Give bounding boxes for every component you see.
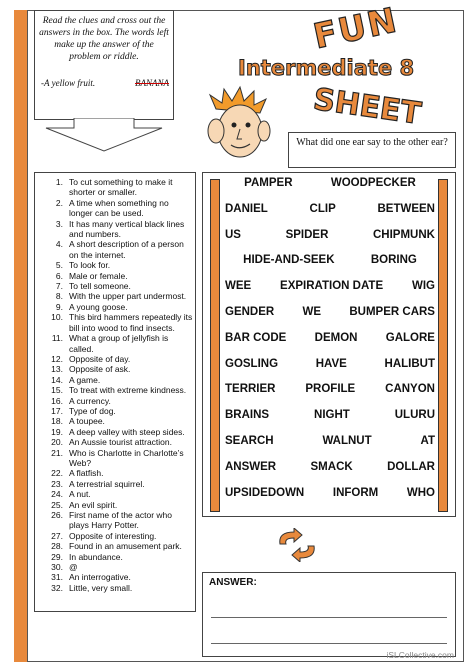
clue-number: 26. [51, 510, 63, 520]
clue-text: To tell someone. [69, 281, 131, 292]
clue-item [39, 479, 193, 489]
clue-item [39, 552, 193, 562]
word-item[interactable]: BETWEEN [377, 202, 435, 215]
clue-item [39, 302, 193, 312]
left-decorative-bar [14, 10, 28, 662]
word-item[interactable]: PROFILE [305, 383, 356, 396]
clue-item [39, 177, 193, 198]
clue-text: To look for. [69, 260, 111, 271]
right-orange-pillar [438, 179, 448, 512]
clue-text: With the upper part undermost. [69, 291, 187, 302]
clue-text: Opposite of interesting. [69, 530, 157, 541]
word-item[interactable]: CLIP [309, 202, 336, 215]
word-item[interactable]: GOSLING [225, 357, 279, 370]
word-item[interactable]: US [225, 228, 241, 241]
word-item[interactable]: UPSIDEDOWN [225, 486, 305, 499]
word-item[interactable]: HAVE [315, 357, 347, 370]
word-item[interactable]: BAR CODE [225, 331, 287, 344]
clue-item [39, 312, 193, 333]
watermark: iSLCollective.com [386, 650, 454, 660]
clue-text: It has many vertical black lines and numbers. [69, 218, 185, 240]
answer-line[interactable] [211, 643, 447, 644]
word-item[interactable]: CHIPMUNK [373, 228, 435, 241]
clue-item [39, 583, 193, 593]
word-item[interactable]: ULURU [394, 409, 435, 422]
clue-number: 1. [55, 177, 63, 187]
word-row [225, 358, 435, 370]
clue-item [39, 239, 193, 260]
clue-number: 6. [55, 270, 63, 281]
clue-text: This bird hammers repeatedly its bill into wood to find insects. [69, 312, 193, 333]
clue-item [39, 198, 193, 219]
clue-text: A deep valley with steep sides. [69, 426, 185, 437]
clue-text: To cut something to make it shorter or smaller. [69, 177, 173, 198]
clue-number: 2. [55, 197, 63, 208]
word-item[interactable]: ANSWER [225, 460, 277, 473]
title-intermediate: Intermediate 8 [238, 56, 415, 80]
clue-text: Opposite of ask. [69, 364, 131, 375]
clue-text: Opposite of day. [69, 353, 131, 364]
answer-box [202, 572, 456, 657]
word-row [225, 487, 435, 499]
clue-text: A toupee. [69, 416, 105, 427]
clues-list [35, 173, 195, 593]
clue-text: Who is Charlotte in Charlotte’s Web? [69, 447, 184, 468]
clue-text: A nut. [69, 489, 91, 500]
example-clue: -A yellow fruit. [41, 78, 96, 88]
clue-text: Male or female. [69, 270, 128, 281]
clue-text: A young goose. [69, 301, 128, 312]
word-item[interactable]: GALORE [385, 331, 435, 344]
clue-text: In abundance. [69, 551, 123, 562]
clue-item [39, 219, 193, 240]
clue-number: 17. [51, 405, 63, 416]
title-fun: FUN [310, 0, 402, 58]
word-row [225, 203, 435, 215]
clue-number: 31. [51, 572, 63, 583]
word-search-box [202, 172, 456, 517]
word-item[interactable]: WHO [406, 486, 435, 499]
clue-item [39, 333, 193, 354]
clue-number: 12. [51, 353, 63, 364]
clue-number: 16. [51, 395, 63, 406]
clue-number: 10. [51, 312, 63, 323]
clue-item [39, 416, 193, 426]
word-item[interactable]: INFORM [332, 486, 379, 499]
word-row [225, 461, 435, 473]
clue-number: 24. [51, 489, 63, 500]
word-item[interactable]: SMACK [310, 460, 353, 473]
word-item[interactable]: WOODPECKER [330, 177, 416, 189]
clue-text: To treat with extreme kindness. [69, 385, 187, 396]
word-item[interactable]: DEMON [314, 331, 358, 344]
clue-text: Type of dog. [69, 405, 116, 416]
word-item[interactable]: EXPIRATION DATE [280, 280, 384, 293]
word-item[interactable]: SEARCH [225, 435, 274, 447]
word-item[interactable]: GENDER [225, 306, 275, 318]
word-row [225, 280, 435, 292]
word-row [225, 177, 435, 189]
clue-text: First name of the actor who plays Harry Potter. [69, 510, 172, 531]
clue-text: A time when something no longer can be used. [69, 197, 169, 219]
clue-item [39, 541, 193, 551]
clue-number: 8. [55, 291, 63, 302]
clue-number: 14. [51, 374, 63, 385]
answer-label: ANSWER: [209, 577, 257, 588]
clue-number: 18. [51, 416, 63, 427]
word-row [225, 306, 435, 318]
clue-number: 28. [51, 541, 63, 552]
word-row [225, 383, 435, 395]
down-arrow-icon [34, 118, 174, 152]
clue-number: 9. [55, 301, 63, 312]
clue-number: 13. [51, 364, 63, 375]
clue-number: 19. [51, 426, 63, 437]
word-row [225, 332, 435, 344]
clue-item [39, 291, 193, 301]
clue-item [39, 531, 193, 541]
example-word: BANANA [135, 78, 169, 88]
word-item[interactable]: WEE [225, 280, 252, 293]
word-item[interactable]: WIG [411, 280, 435, 293]
word-row [225, 229, 435, 241]
word-item[interactable]: AT [420, 435, 435, 447]
word-item[interactable]: WE [302, 306, 322, 318]
word-item[interactable]: PAMPER [244, 177, 293, 189]
clue-item [39, 396, 193, 406]
clue-item [39, 448, 193, 469]
clue-item [39, 572, 193, 582]
clue-text: A short description of a person on the internet. [69, 239, 184, 260]
word-item[interactable]: BUMPER CARS [349, 306, 435, 318]
clue-number: 25. [51, 499, 63, 510]
clue-number: 21. [51, 447, 63, 458]
clue-number: 4. [55, 239, 63, 250]
clue-number: 7. [55, 281, 63, 292]
clue-item [39, 354, 193, 364]
clue-item [39, 427, 193, 437]
clue-item [39, 468, 193, 478]
word-item[interactable]: BORING [370, 254, 417, 267]
word-item[interactable]: DOLLAR [387, 460, 435, 473]
clue-item [39, 364, 193, 374]
example-row [41, 77, 169, 89]
clue-text: @ [69, 562, 78, 573]
clue-text: Little, very small. [69, 582, 133, 593]
clue-text: What a group of jellyfish is called. [69, 333, 169, 354]
clue-item [39, 489, 193, 499]
clue-number: 23. [51, 478, 63, 489]
word-item[interactable]: CANYON [385, 383, 435, 396]
clue-text: An interrogative. [69, 572, 131, 583]
clue-item [39, 385, 193, 395]
clue-item [39, 500, 193, 510]
word-item[interactable]: SPIDER [285, 228, 329, 241]
clue-number: 5. [55, 260, 63, 271]
clue-number: 22. [51, 468, 63, 479]
clue-number: 20. [51, 437, 63, 448]
clue-number: 29. [51, 551, 63, 562]
clue-number: 30. [51, 562, 63, 573]
word-item[interactable]: WALNUT [322, 435, 372, 447]
clue-item [39, 510, 193, 531]
clue-number: 32. [51, 582, 63, 593]
clues-box [34, 172, 196, 612]
word-row [225, 254, 435, 266]
title-sheet: SHEET [311, 82, 424, 132]
word-item[interactable]: TERRIER [225, 383, 276, 396]
clue-number: 15. [51, 385, 63, 396]
clue-item [39, 562, 193, 572]
answer-line[interactable] [211, 617, 447, 618]
clue-text: An Aussie tourist attraction. [69, 437, 172, 448]
word-row [225, 409, 435, 421]
riddle-box: What did one ear say to the other ear? [288, 132, 456, 168]
word-item[interactable]: HALIBUT [384, 357, 435, 370]
cartoon-face-icon [200, 85, 278, 165]
clue-number: 27. [51, 530, 63, 541]
clue-item [39, 260, 193, 270]
clue-text: Found in an amusement park. [69, 541, 182, 552]
clue-text: A flatfish. [69, 468, 104, 479]
clue-item [39, 281, 193, 291]
clue-text: A terrestrial squirrel. [69, 478, 145, 489]
word-item[interactable]: BRAINS [225, 409, 270, 422]
clue-item [39, 437, 193, 447]
clue-item [39, 375, 193, 385]
instructions-box [34, 10, 174, 120]
word-item[interactable]: NIGHT [314, 409, 350, 422]
instructions-text: Read the clues and cross out the answers in the box. The words left make up the answer of the problem or riddle. [39, 16, 169, 62]
clue-text: A game. [69, 374, 101, 385]
clue-text: A currency. [69, 395, 111, 406]
swap-arrows-icon [272, 528, 322, 562]
clue-text: An evil spirit. [69, 499, 118, 510]
left-orange-pillar [210, 179, 220, 512]
word-item[interactable]: HIDE-AND-SEEK [243, 254, 335, 267]
clue-number: 3. [55, 218, 63, 229]
word-row [225, 435, 435, 447]
clue-number: 11. [51, 333, 63, 344]
clue-item [39, 271, 193, 281]
word-item[interactable]: DANIEL [225, 202, 268, 215]
clue-item [39, 406, 193, 416]
